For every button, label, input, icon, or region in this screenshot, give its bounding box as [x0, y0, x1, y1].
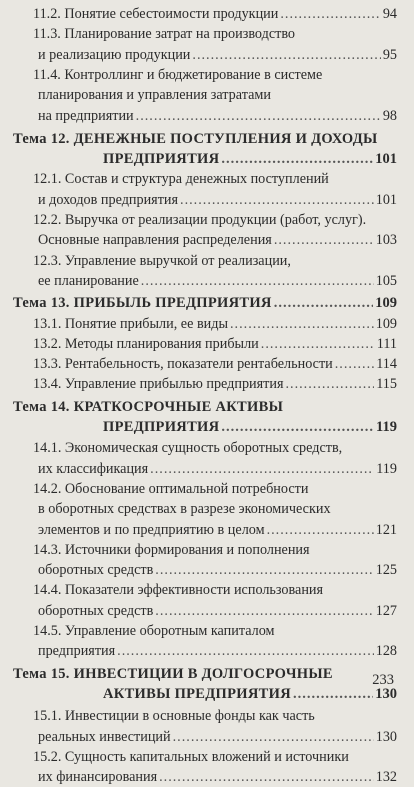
toc-page-number: 127 — [375, 602, 397, 619]
dot-leader — [261, 334, 375, 354]
toc-page-number: 101 — [375, 191, 397, 208]
toc-entry-text: 14.4. Показатели эффективности использования — [33, 582, 324, 599]
toc-page-number: 111 — [376, 335, 397, 352]
toc-page-number: 115 — [376, 376, 397, 393]
toc-entry-text: Тема 14. КРАТКОСРОЧНЫЕ АКТИВЫ — [13, 398, 284, 415]
toc-entry-text: реальных инвестиций — [38, 728, 171, 745]
toc-entry-text: 13.1. Понятие прибыли, ее виды — [33, 315, 228, 332]
toc-entry-text: 14.3. Источники формирования и пополнения — [33, 541, 310, 558]
dot-leader — [285, 374, 374, 394]
dot-leader — [221, 149, 373, 169]
dot-leader — [150, 459, 374, 479]
toc-page-number: 95 — [382, 46, 397, 63]
dot-leader — [136, 106, 381, 126]
toc-page-number: 121 — [375, 521, 397, 538]
toc-page-number: 130 — [375, 685, 397, 702]
toc-entry-text: ПРЕДПРИЯТИЯ — [103, 419, 220, 435]
toc-entry-text: в оборотных средствах в разрезе экономических — [38, 501, 331, 518]
dot-leader — [274, 230, 374, 250]
toc-entry-text: оборотных средств — [38, 562, 154, 579]
toc-entry-text: 13.3. Рентабельность, показатели рентабельности — [33, 356, 333, 373]
toc-entry-text: элементов и по предприятию в целом — [38, 521, 265, 538]
toc-page-number: 101 — [375, 151, 397, 168]
toc-page-number: 114 — [376, 356, 397, 373]
toc-entry-text: планирования и управления затратами — [38, 87, 271, 104]
dot-leader — [180, 190, 374, 210]
toc-entry-text: на предприятии — [38, 107, 134, 124]
toc-entry-text: предприятия — [38, 643, 116, 660]
toc-entry-text: их финансирования — [38, 769, 158, 786]
dot-leader — [293, 684, 373, 704]
toc-entry-text: 12.3. Управление выручкой от реализации, — [33, 252, 291, 269]
toc-entry-text: 15.2. Сущность капитальных вложений и источники — [33, 748, 349, 765]
toc-entry-text: 11.4. Контроллинг и бюджетирование в системе — [33, 66, 323, 83]
toc-entry-text: 13.4. Управление прибылью предприятия — [33, 376, 284, 393]
dot-leader — [274, 293, 374, 313]
toc-entry-text: 11.2. Понятие себестоимости продукции — [33, 6, 279, 22]
toc-entry-text: 14.2. Обоснование оптимальной потребности — [33, 480, 309, 497]
toc-entry-text: 14.1. Экономическая сущность оборотных средств, — [33, 440, 343, 457]
toc-entry-text: 11.3. Планирование затрат на производство — [33, 26, 296, 43]
toc-entry-text: 14.5. Управление оборотным капиталом — [33, 623, 275, 639]
toc-page-number: 109 — [375, 315, 397, 332]
toc-entry-text: Тема 12. ДЕНЕЖНЫЕ ПОСТУПЛЕНИЯ И ДОХОДЫ — [13, 130, 378, 147]
toc-entry-text: 12.2. Выручка от реализации продукции (работ, услуг). — [33, 212, 367, 228]
toc-page-number: 94 — [382, 6, 397, 22]
dot-leader — [159, 767, 374, 787]
dot-leader — [335, 354, 374, 374]
dot-leader — [192, 45, 380, 65]
toc-page-number: 119 — [376, 460, 397, 477]
dot-leader — [117, 641, 374, 661]
dot-leader — [267, 520, 374, 540]
page-number: 233 — [372, 672, 394, 688]
toc-page-number: 130 — [375, 728, 397, 745]
dot-leader — [221, 417, 374, 437]
toc-entry-text: 15.1. Инвестиции в основные фонды как часть — [33, 708, 315, 725]
dot-leader — [141, 271, 374, 291]
toc-entry-text: АКТИВЫ ПРЕДПРИЯТИЯ — [103, 685, 291, 702]
toc-entry-text: их классификация — [38, 460, 149, 477]
toc-page-number: 132 — [375, 769, 397, 786]
toc-entry-text: Тема 15. ИНВЕСТИЦИИ В ДОЛГОСРОЧНЫЕ — [13, 665, 333, 682]
dot-leader — [230, 314, 374, 334]
toc-entry-text: 13.2. Методы планирования прибыли — [33, 335, 259, 352]
toc-entry-text: и реализацию продукции — [38, 46, 191, 63]
toc-page-number: 128 — [375, 643, 397, 660]
toc-entry-text: и доходов предприятия — [38, 191, 179, 208]
toc-page-number: 103 — [375, 232, 397, 249]
toc-entry-text: Тема 13. ПРИБЫЛЬ ПРЕДПРИЯТИЯ — [13, 295, 272, 312]
toc-page-number: 119 — [376, 419, 397, 435]
toc-page-number: 105 — [375, 272, 397, 289]
dot-leader — [155, 601, 373, 621]
toc-entry-text: оборотных средств — [38, 602, 154, 619]
dot-leader — [155, 560, 373, 580]
dot-leader — [173, 727, 374, 747]
toc-entry-text: 12.1. Состав и структура денежных поступлений — [33, 171, 329, 188]
toc-page-number: 98 — [382, 107, 397, 124]
toc-page-number: 109 — [375, 295, 397, 312]
toc-page-number: 125 — [375, 562, 397, 579]
toc-entry-text: ПРЕДПРИЯТИЯ — [103, 151, 220, 168]
toc-entry-text: Основные направления распределения — [38, 232, 272, 249]
dot-leader — [280, 4, 380, 24]
toc-entry-text: ее планирование — [38, 272, 139, 289]
